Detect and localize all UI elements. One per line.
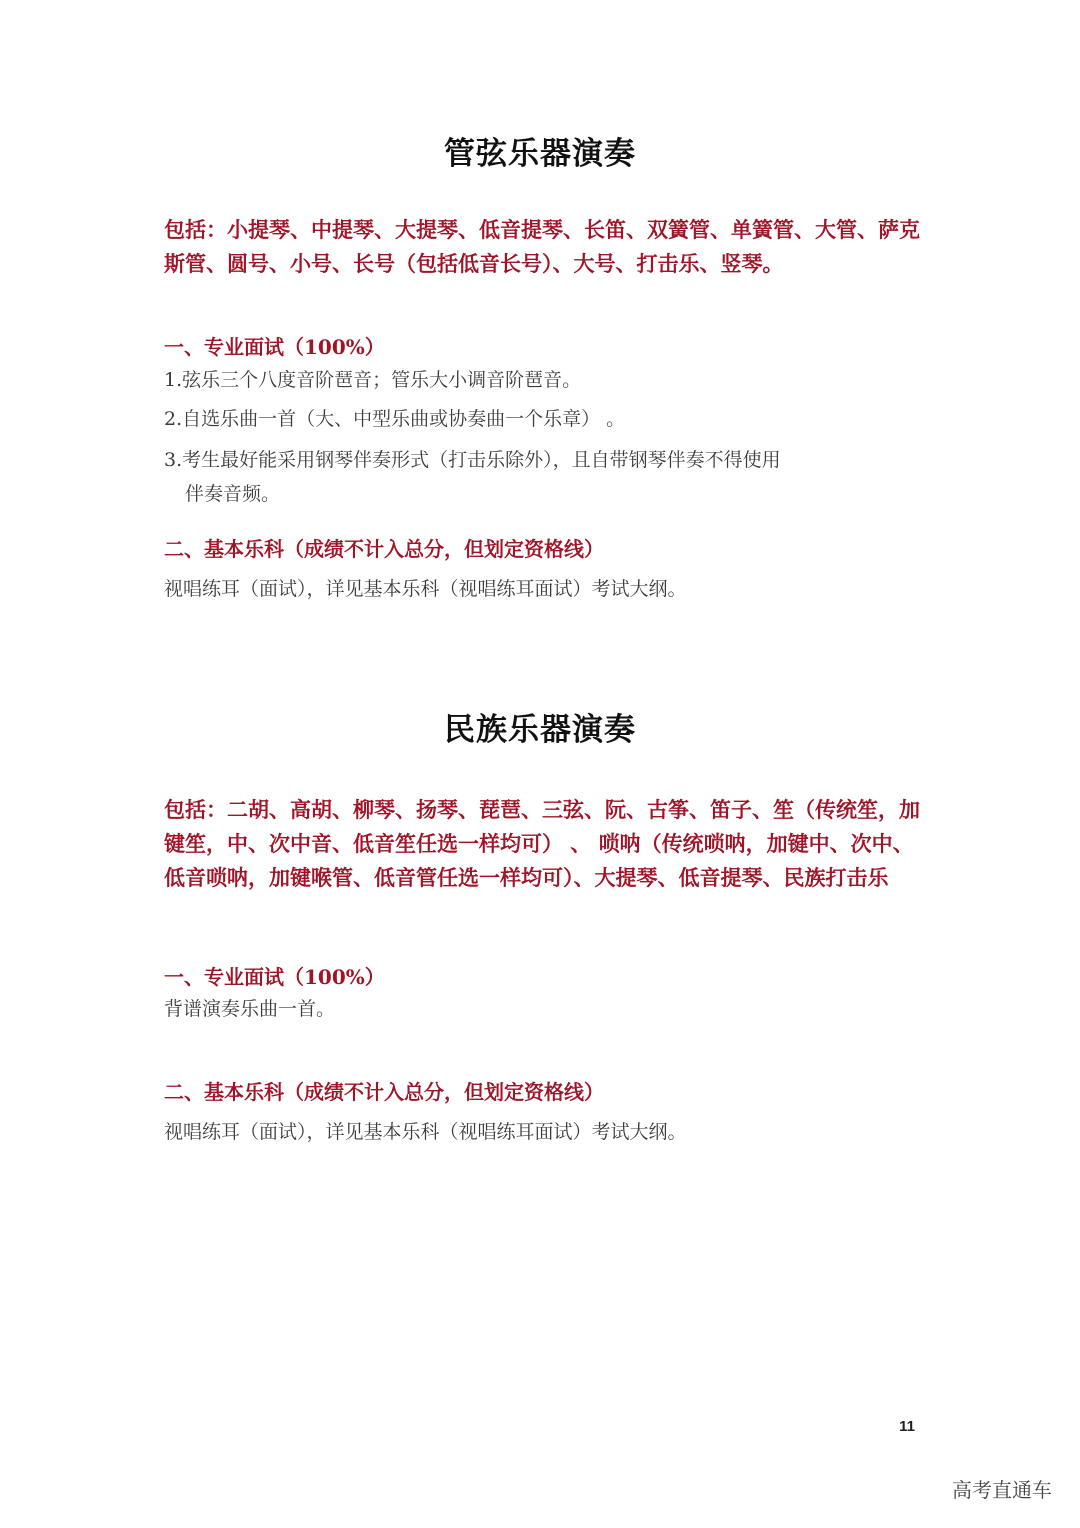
orchestral-item-3-line-1: 3.考生最好能采用钢琴伴奏形式（打击乐除外），且自带钢琴伴奏不得使用 [164, 449, 781, 471]
orchestral-includes: 包括：小提琴、中提琴、大提琴、低音提琴、长笛、双簧管、单簧管、大管、萨克斯管、圆号、小号、长号（包括低音长号）、大号、打击乐、竖琴。 [164, 217, 920, 276]
folk-section1-text: 背谱演奏乐曲一首。 [164, 998, 336, 1020]
orchestral-item-3-line-2: 伴奏音频。 [185, 483, 281, 505]
folk-includes: 包括：二胡、高胡、柳琴、扬琴、琵琶、三弦、阮、古筝、笛子、笙（传统笙，加键笙，中、次中音、低音笙任选一样均可） 、 唢呐（传统唢呐，加键中、次中、低音唢呐，加键喉管、低音管任选一样均可）、大提琴、低音提琴、民族打击乐 [164, 797, 920, 890]
orchestral-section1-heading: 一、专业面试（100%） [164, 335, 385, 359]
orchestral-item-2: 2.自选乐曲一首（大、中型乐曲或协奏曲一个乐章） 。 [164, 408, 626, 430]
orchestral-item-3 [164, 443, 924, 511]
folk-section1-heading: 一、专业面试（100%） [164, 965, 385, 989]
folk-section2-text: 视唱练耳（面试），详见基本乐科（视唱练耳面试）考试大纲。 [164, 1121, 687, 1143]
orchestral-section2-heading: 二、基本乐科（成绩不计入总分，但划定资格线） [164, 537, 604, 561]
page-number: 11 [899, 1418, 915, 1435]
folk-title: 民族乐器演奏 [444, 712, 636, 748]
orchestral-section2-text: 视唱练耳（面试），详见基本乐科（视唱练耳面试）考试大纲。 [164, 578, 687, 600]
orchestral-item-1: 1.弦乐三个八度音阶琶音；管乐大小调音阶琶音。 [164, 369, 582, 391]
orchestral-title: 管弦乐器演奏 [444, 136, 636, 172]
folk-section2-heading: 二、基本乐科（成绩不计入总分，但划定资格线） [164, 1080, 604, 1104]
watermark-label: 高考直通车 [952, 1478, 1052, 1502]
